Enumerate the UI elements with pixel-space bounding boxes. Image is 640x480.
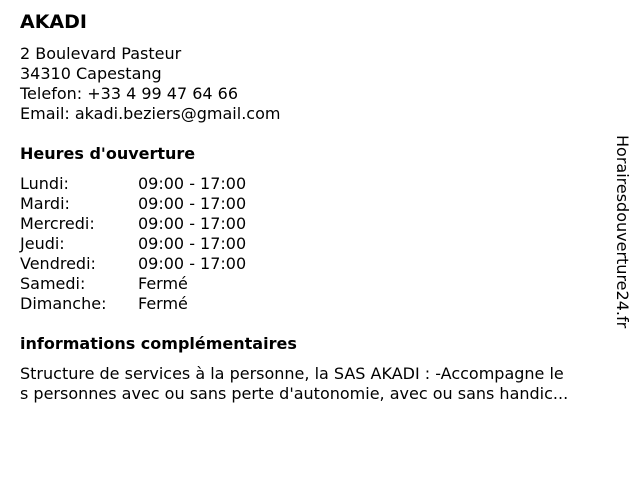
address-street: 2 Boulevard Pasteur	[20, 44, 182, 63]
hours-day-label: Samedi:	[20, 274, 86, 293]
hours-time-value: 09:00 - 17:00	[138, 234, 247, 253]
phone-number: Telefon: +33 4 99 47 64 66	[20, 84, 239, 103]
hours-time-value: Fermé	[138, 294, 188, 313]
hours-time-value: Fermé	[138, 274, 188, 293]
info-heading: informations complémentaires	[20, 334, 297, 353]
hours-time-value: 09:00 - 17:00	[138, 214, 247, 233]
address-city: 34310 Capestang	[20, 64, 162, 83]
hours-day-label: Jeudi:	[20, 234, 65, 253]
hours-time-value: 09:00 - 17:00	[138, 174, 247, 193]
hours-row-saturday	[20, 274, 440, 294]
hours-day-label: Dimanche:	[20, 294, 107, 313]
email-address: Email: akadi.beziers@gmail.com	[20, 104, 281, 123]
hours-row-monday	[20, 174, 440, 194]
description-line: Structure de services à la personne, la SAS AKADI : -Accompagne le	[20, 364, 564, 383]
site-watermark: Horairesdouverture24.fr	[613, 135, 632, 329]
address-block	[20, 44, 280, 124]
description-text	[20, 364, 620, 404]
hours-time-value: 09:00 - 17:00	[138, 194, 247, 213]
hours-table	[20, 174, 440, 314]
description-line: s personnes avec ou sans perte d'autonomie, avec ou sans handic...	[20, 384, 569, 403]
hours-row-thursday	[20, 234, 440, 254]
hours-heading: Heures d'ouverture	[20, 144, 196, 163]
hours-row-friday	[20, 254, 440, 274]
hours-time-value: 09:00 - 17:00	[138, 254, 247, 273]
hours-day-label: Vendredi:	[20, 254, 96, 273]
hours-row-sunday	[20, 294, 440, 314]
hours-row-wednesday	[20, 214, 440, 234]
hours-day-label: Mardi:	[20, 194, 70, 213]
business-name: AKADI	[20, 11, 87, 33]
hours-day-label: Lundi:	[20, 174, 69, 193]
hours-day-label: Mercredi:	[20, 214, 95, 233]
hours-row-tuesday	[20, 194, 440, 214]
